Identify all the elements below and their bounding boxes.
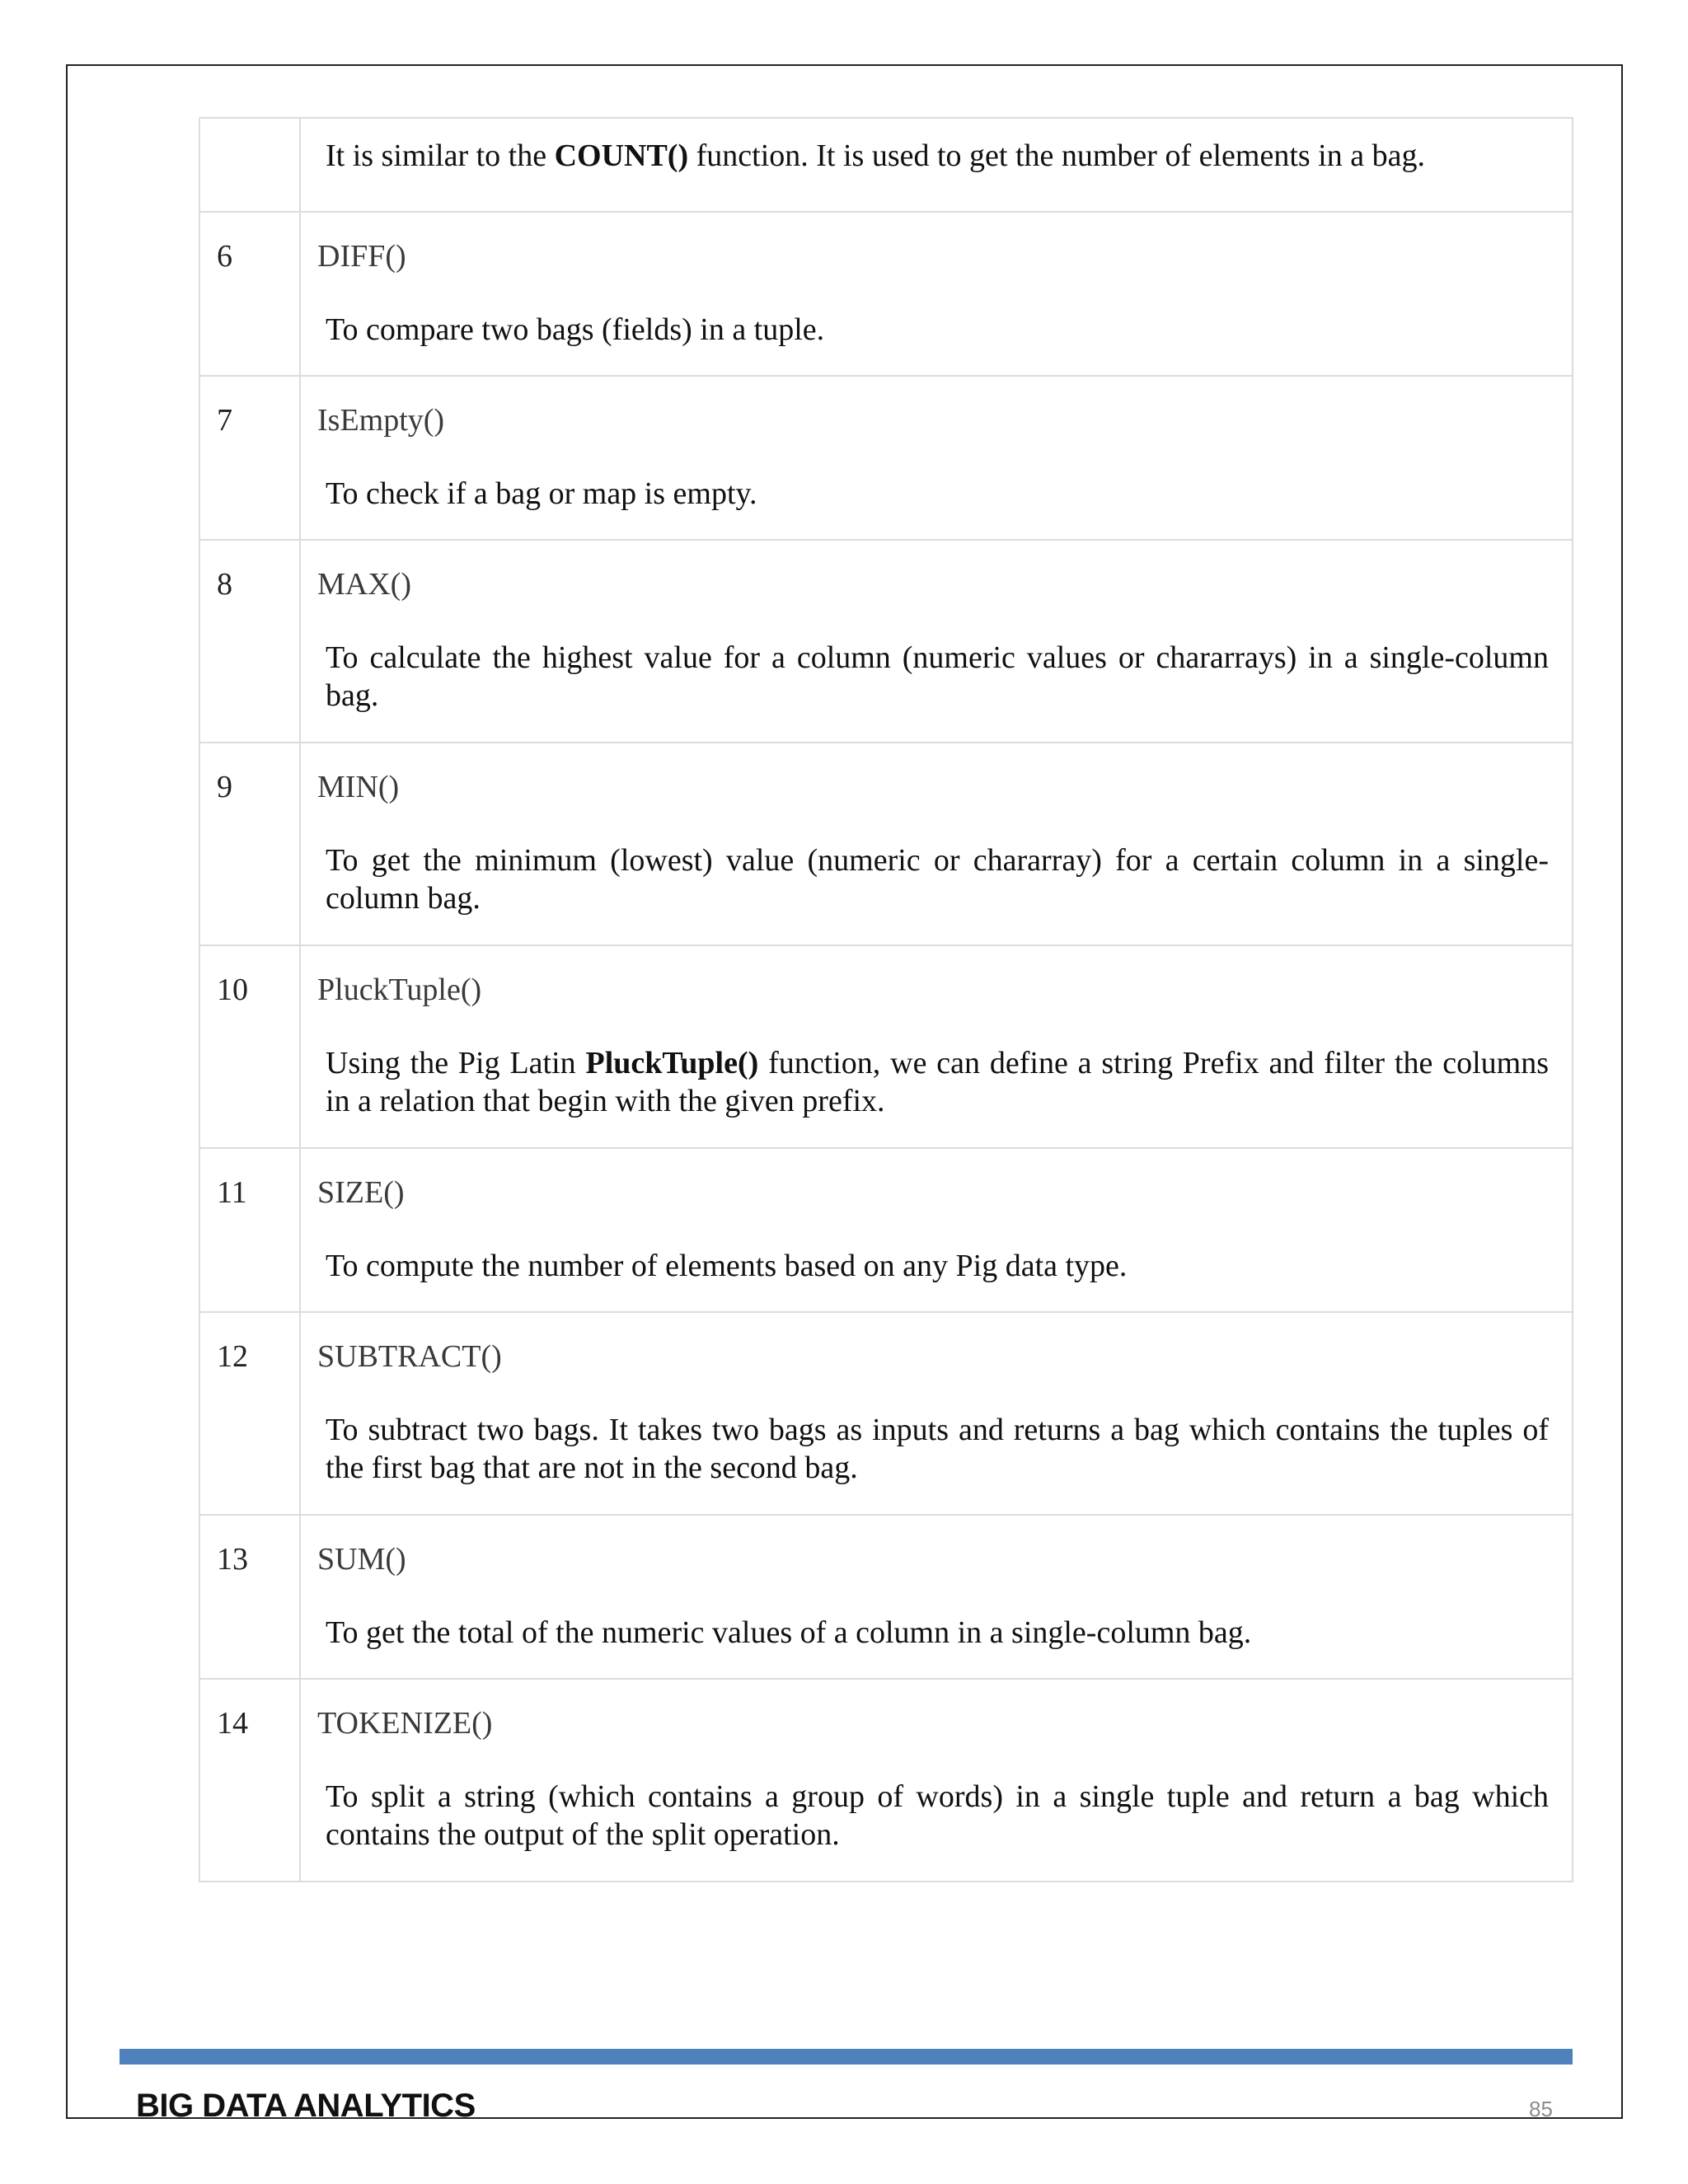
description-text: It is similar to the (326, 138, 555, 173)
row-number: 13 (199, 1515, 300, 1679)
row-number: 9 (199, 743, 300, 945)
row-number: 6 (199, 212, 300, 376)
row-number: 8 (199, 540, 300, 743)
row-number: 7 (199, 376, 300, 540)
table-row (199, 1312, 1573, 1515)
row-number: 10 (199, 945, 300, 1148)
function-name: SUM() (317, 1542, 406, 1577)
table-row (199, 1148, 1573, 1312)
function-name: SUBTRACT() (317, 1339, 502, 1374)
description-text: To calculate the highest value for a column (numeric values or chararrays) in a single-column bag. (326, 640, 1549, 713)
row-number (199, 118, 300, 212)
functions-table (199, 117, 1573, 1882)
description-text: To split a string (which contains a group of words) in a single tuple and return a bag which contains the output of the split operation. (326, 1779, 1549, 1852)
description-bold-text: PluckTuple() (585, 1046, 759, 1080)
description-text: Using the Pig Latin (326, 1046, 586, 1080)
function-description (317, 1778, 1549, 1854)
function-name: TOKENIZE() (317, 1706, 493, 1741)
description-text: function, we can define a string Prefix and filter the columns in a relation that begin with the given prefix. (326, 1046, 1549, 1118)
row-number: 11 (199, 1148, 300, 1312)
table-row (199, 540, 1573, 743)
description-text: function. It is used to get the number of elements in a bag. (688, 138, 1425, 173)
row-content (300, 1515, 1573, 1679)
function-description (317, 137, 1549, 175)
function-name: MAX() (317, 567, 411, 602)
table-row (199, 743, 1573, 945)
function-description (317, 475, 1549, 513)
function-description (317, 639, 1549, 715)
description-text: To check if a bag or map is empty. (326, 476, 757, 511)
row-content (300, 1312, 1573, 1515)
function-name: MIN() (317, 770, 400, 804)
description-text: To compare two bags (fields) in a tuple. (326, 312, 825, 347)
footer-bar (120, 2049, 1573, 2064)
row-content (300, 1679, 1573, 1882)
table-row (199, 212, 1573, 376)
row-content (300, 1148, 1573, 1312)
row-content (300, 540, 1573, 743)
function-description (317, 1044, 1549, 1120)
row-content (300, 945, 1573, 1148)
row-number: 12 (199, 1312, 300, 1515)
table-row (199, 118, 1573, 212)
table-row (199, 1679, 1573, 1882)
description-bold-text: COUNT() (554, 138, 689, 173)
table-row (199, 945, 1573, 1148)
row-content (300, 212, 1573, 376)
page-number: 85 (1529, 2097, 1553, 2121)
function-description (317, 1614, 1549, 1652)
function-name: SIZE() (317, 1175, 405, 1210)
row-number: 14 (199, 1679, 300, 1882)
function-description (317, 311, 1549, 349)
row-content (300, 376, 1573, 540)
row-content (300, 118, 1573, 212)
table-row (199, 1515, 1573, 1679)
function-name: PluckTuple() (317, 972, 482, 1007)
function-name: DIFF() (317, 239, 406, 274)
function-description (317, 841, 1549, 917)
function-name: IsEmpty() (317, 403, 445, 438)
function-description (317, 1411, 1549, 1487)
description-text: To get the minimum (lowest) value (numeric or chararray) for a certain column in a single-column bag. (326, 843, 1549, 916)
table-row (199, 376, 1573, 540)
description-text: To get the total of the numeric values of a column in a single-column bag. (326, 1615, 1252, 1650)
description-text: To subtract two bags. It takes two bags as inputs and returns a bag which contains the tuples of the first bag that are not in the second bag. (326, 1413, 1549, 1485)
footer-title: BIG DATA ANALYTICS (136, 2088, 476, 2124)
row-content (300, 743, 1573, 945)
function-description (317, 1247, 1549, 1285)
description-text: To compute the number of elements based on any Pig data type. (326, 1249, 1128, 1283)
